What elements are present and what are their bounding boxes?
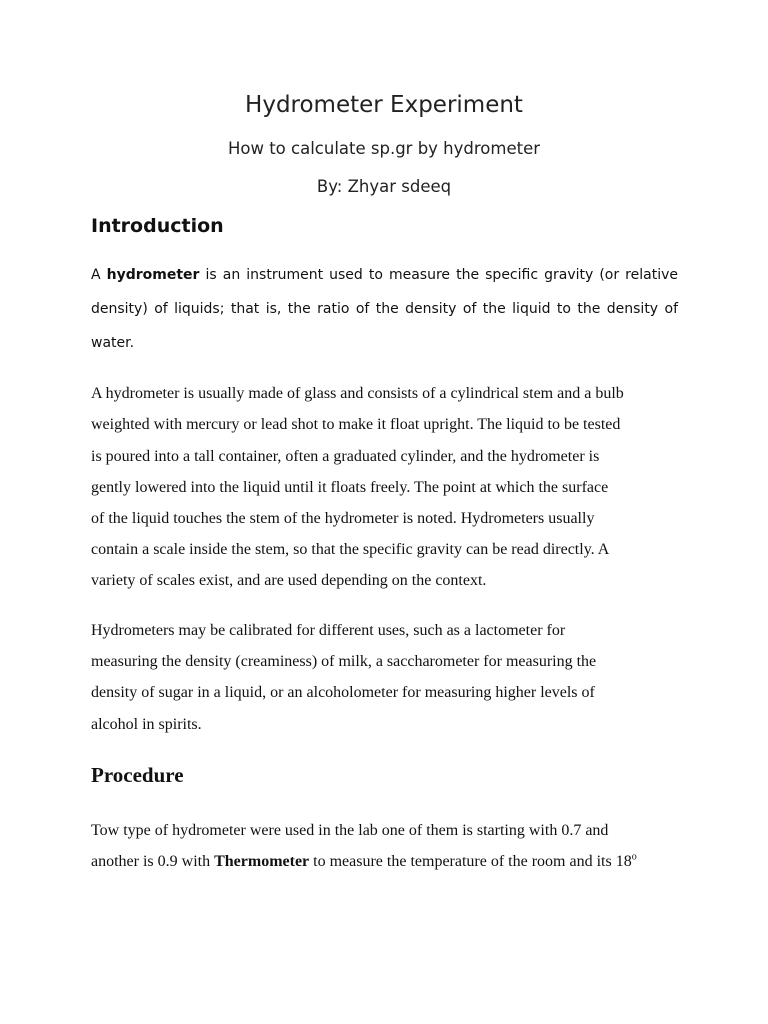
thermometer-term: Thermometer	[214, 853, 310, 870]
definition-rest: is an instrument used to measure the specific gravity (or relative	[199, 267, 678, 283]
document-subtitle: How to calculate sp.gr by hydrometer	[227, 139, 541, 158]
paragraph-line: Hydrometers may be calibrated for different uses, such as a lactometer for	[91, 622, 566, 639]
paragraph-line: weighted with mercury or lead shot to make it float upright. The liquid to be tested	[91, 416, 621, 433]
definition-line: water.	[91, 335, 135, 351]
procedure-prefix: another is 0.9 with	[91, 853, 215, 870]
definition-line	[91, 267, 678, 283]
paragraph-line: alcohol in spirits.	[91, 716, 202, 733]
document-author: By: Zhyar sdeeq	[316, 177, 452, 196]
document-title: Hydrometer Experiment	[245, 92, 523, 118]
paragraph-line: gently lowered into the liquid until it floats freely. The point at which the surface	[91, 479, 609, 496]
paragraph-line: measuring the density (creaminess) of milk, a saccharometer for measuring the	[91, 653, 597, 670]
paragraph-line: density of sugar in a liquid, or an alcoholometer for measuring higher levels of	[91, 684, 595, 701]
paragraph-line: A hydrometer is usually made of glass and consists of a cylindrical stem and a bulb	[91, 385, 624, 402]
paragraph-line: is poured into a tall container, often a graduated cylinder, and the hydrometer is	[91, 448, 600, 465]
procedure-line: Tow type of hydrometer were used in the lab one of them is starting with 0.7 and	[91, 822, 609, 839]
definition-line: density) of liquids; that is, the ratio of the density of the liquid to the density of	[91, 301, 678, 317]
procedure-heading: Procedure	[91, 763, 184, 787]
paragraph-line: of the liquid touches the stem of the hydrometer is noted. Hydrometers usually	[91, 510, 595, 527]
introduction-heading: Introduction	[91, 215, 224, 237]
definition-term: hydrometer	[106, 267, 200, 283]
procedure-line	[91, 853, 637, 871]
paragraph-line: variety of scales exist, and are used depending on the context.	[91, 572, 487, 589]
definition-prefix: A	[91, 267, 107, 283]
degree-superscript: o	[631, 851, 637, 863]
procedure-rest: to measure the temperature of the room and its 18	[309, 853, 632, 870]
paragraph-line: contain a scale inside the stem, so that the specific gravity can be read directly. A	[91, 541, 610, 558]
